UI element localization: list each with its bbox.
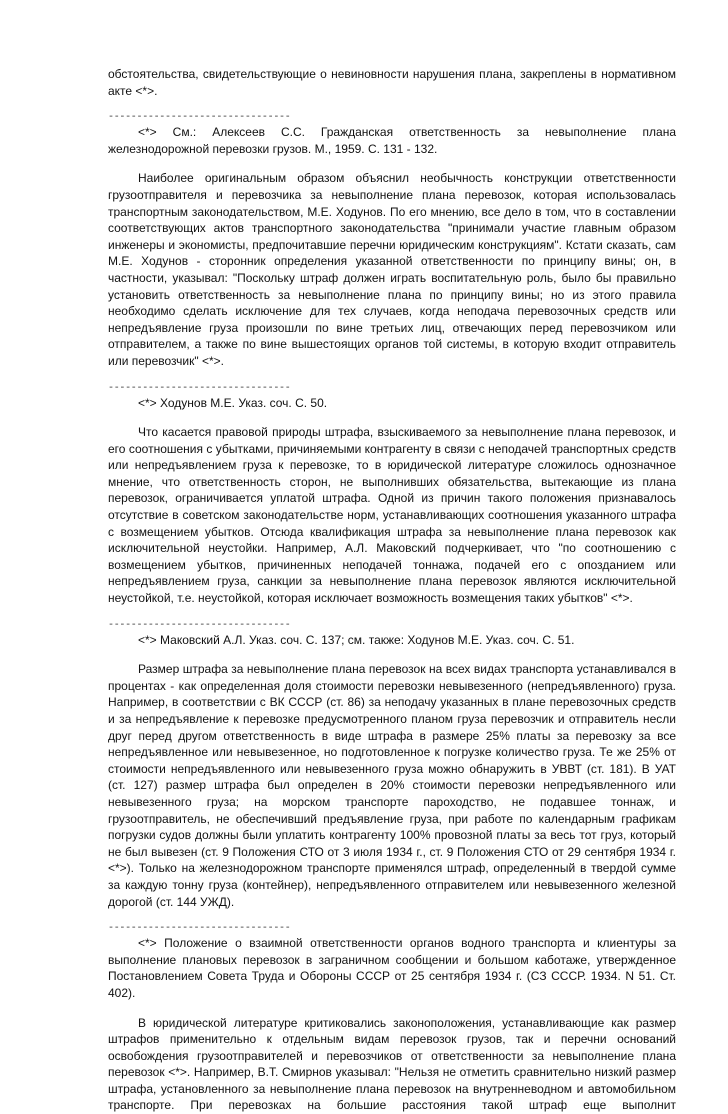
paragraph: В юридической литературе критиковались законоположения, устанавливающие как размер штрафов применительно к отдельным видам перевозок грузов, так и перечни оснований освобождения грузоотправителей и перевозчиков от ответственности за невыполнение плана перевозок <*>. Например, В.Т. Смирнов указывал: "Нельзя не отметить сравнительно низкий размер штрафа, установленного за невыполнение плана перевозок на внутренневодном и автомобильном транспорте. При перевозках на большие расстояния такой штраф еще выполнит xyxy=(108,1015,676,1114)
paragraph: обстоятельства, свидетельствующие о невиновности нарушения плана, закреплены в нормативном акте <*>. xyxy=(108,66,676,99)
footnote: <*> См.: Алексеев С.С. Гражданская ответственность за невыполнение плана железнодорожной перевозки грузов. М., 1959. С. 131 - 132. xyxy=(108,124,676,157)
footnote-separator: -------------------------------- xyxy=(108,383,340,395)
document-page xyxy=(108,66,676,1114)
paragraph: Размер штрафа за невыполнение плана перевозок на всех видах транспорта устанавливался в процентах - как определенная доля стоимости перевозки невывезенного (непредъявленного) груза. Например, в соответствии с ВК СССР (ст. 86) за неподачу указанных в плане перевозочных средств и за непредъявление к перевозке предусмотренного планом груза перевозчик и отправитель несли друг перед другом ответственность в виде штрафа в размере 25% платы за перевозку за все непредъявленное или невывезенное, но подготовленное к погрузке количество груза. Те же 25% от стоимости непредъявленного или невывезенного груза можно обнаружить в УВВТ (ст. 181). В УАТ (ст. 127) размер штрафа был определен в 20% стоимости перевозки непредъявленного или невывезенного груза; на морском транспорте пароходство, не подавшее тоннаж, и грузоотправитель, не обеспечивший предъявление груза, при работе по календарным графикам погрузки судов должны были уплатить контрагенту 100% провозной платы за весь тот груз, который не был вывезен (ст. 9 Положения СТО от 3 июля 1934 г., ст. 9 Положения СТО от 29 сентября 1934 г. <*>). Только на железнодорожном транспорте применялся штраф, определенный в твердой сумме за каждую тонну груза (контейнер), непредъявленного отправителем или невывезенного железной дорогой (ст. 144 УЖД). xyxy=(108,661,676,910)
footnote: <*> Ходунов М.Е. Указ. соч. С. 50. xyxy=(108,395,676,412)
paragraph: Наиболее оригинальным образом объяснил необычность конструкции ответственности грузоотправителя и перевозчика за невыполнение плана перевозок, которая использовалась транспортным законодательством, М.Е. Ходунов. По его мнению, все дело в том, что в составлении соответствующих актов транспортного законодательства "принимали участие главным образом инженеры и экономисты, предпочитавшие перечни юридическим конструкциям". Кстати сказать, сам М.Е. Ходунов - сторонник определения указанной ответственности по принципу вины; он, в частности, указывал: "Поскольку штраф должен играть воспитательную роль, было бы правильно установить ответственность за невыполнение плана по принципу вины; но из этого правила необходимо сделать исключение для тех случаев, когда неподача перевозочных средств или непредъявление груза произошли по вине третьих лиц, отвечающих перед перевозчиком или отправителем, а также по вине вышестоящих органов той системы, в которую входит отправитель или перевозчик" <*>. xyxy=(108,170,676,369)
footnote-separator: -------------------------------- xyxy=(108,923,340,935)
footnote-separator: -------------------------------- xyxy=(108,112,340,124)
paragraph: Что касается правовой природы штрафа, взыскиваемого за невыполнение плана перевозок, и его соотношения с убытками, причиняемыми контрагенту в связи с неподачей транспортных средств или непредъявлением груза к перевозке, то в юридической литературе сложилось однозначное мнение, что ответственность сторон, не выполнивших обязательства, вытекающие из плана перевозок, ограничивается уплатой штрафа. Одной из причин такого положения признавалось отсутствие в советском законодательстве норм, устанавливающих соотношения указанного штрафа с возмещением убытков. Отсюда квалификация штрафа за невыполнение плана перевозок как исключительной неустойки. Например, А.Л. Маковский подчеркивает, что "по соотношению с возмещением убытков, причиненных неподачей тоннажа, подачей его с опозданием или непредъявлением груза, санкции за невыполнение плана перевозок являются исключительной неустойкой, т.е. неустойкой, которая исключает возможность возмещения таких убытков" <*>. xyxy=(108,424,676,607)
footnote: <*> Маковский А.Л. Указ. соч. С. 137; см. также: Ходунов М.Е. Указ. соч. С. 51. xyxy=(108,632,676,649)
footnote-separator: -------------------------------- xyxy=(108,620,340,632)
footnote: <*> Положение о взаимной ответственности органов водного транспорта и клиентуры за выполнение плановых перевозок в заграничном сообщении и большом каботаже, утвержденное Постановлением Совета Труда и Обороны СССР от 25 сентября 1934 г. (СЗ СССР. 1934. N 51. Ст. 402). xyxy=(108,935,676,1001)
